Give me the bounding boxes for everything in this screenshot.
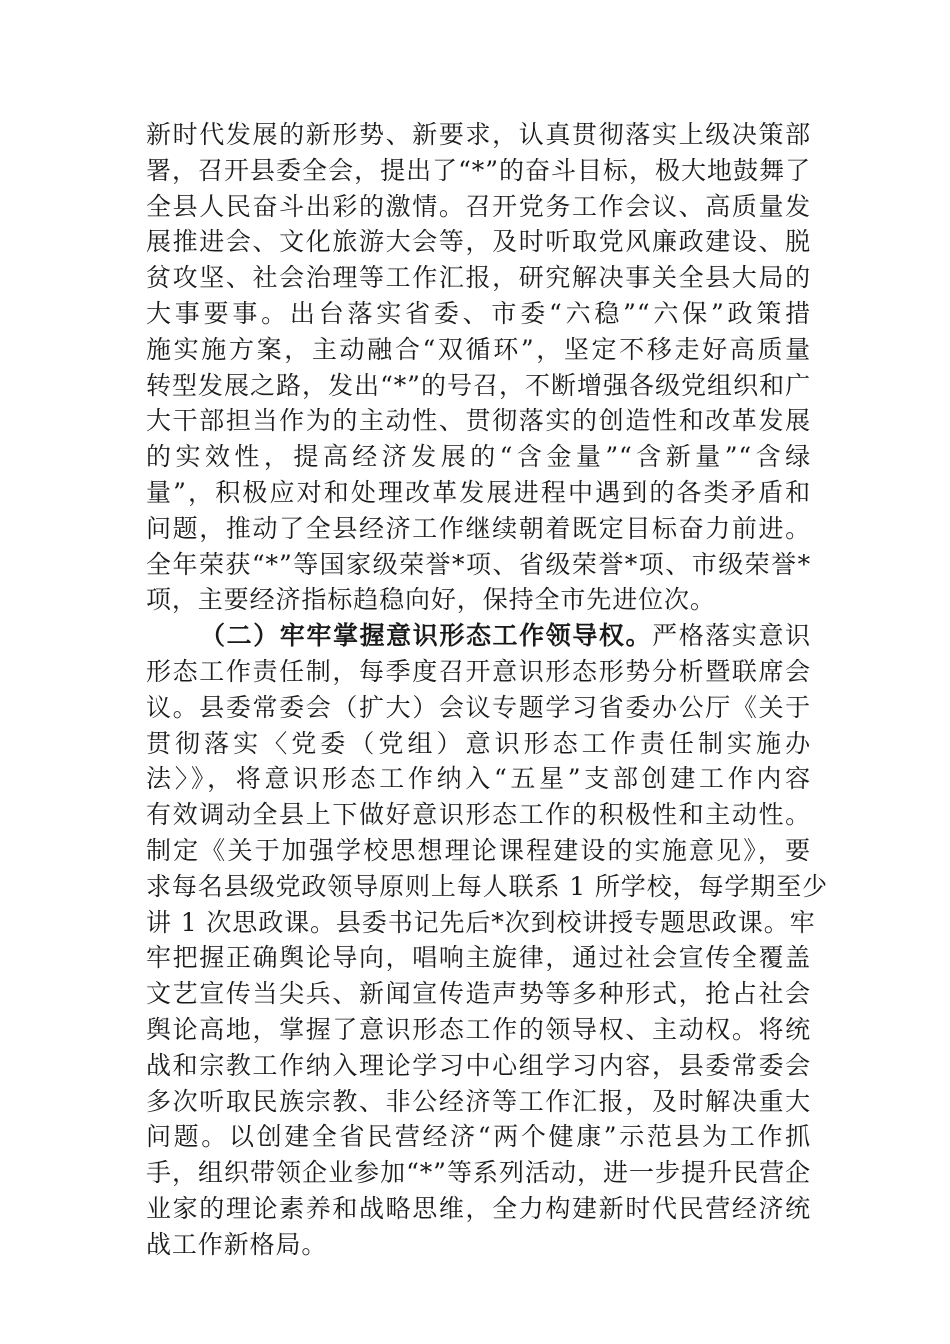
- document-body: [146, 117, 829, 1263]
- text-line: 大事要事。出台落实省委、市委“六稳”“六保”政策措: [146, 298, 811, 328]
- text-line: 多次听取民族宗教、非公经济等工作汇报，及时解决重大: [146, 1086, 811, 1116]
- text-line: 新时代发展的新形势、新要求，认真贯彻落实上级决策部: [146, 120, 811, 149]
- text-line: 的实效性，提高经济发展的“含金量”“含新量”“含绿: [146, 442, 811, 472]
- paragraph-1: [146, 117, 811, 618]
- text-line: 全县人民奋斗出彩的激情。召开党务工作会议、高质量发: [146, 191, 811, 221]
- text-line: 贫攻坚、社会治理等工作汇报，研究解决事关全县大局的: [146, 263, 811, 293]
- text-line: 形态工作责任制，每季度召开意识形态形势分析暨联席会: [146, 656, 811, 686]
- text-line: 议。县委常委会（扩大）会议专题学习省委办公厅《关于: [146, 692, 811, 722]
- text-line: 战工作新格局。: [146, 1229, 328, 1259]
- text-line: 项，主要经济指标趋稳向好，保持全市先进位次。: [146, 585, 716, 615]
- text-line: 制定《关于加强学校思想理论课程建设的实施意见》，要: [146, 835, 811, 865]
- text-line: 展推进会、文化旅游大会等，及时听取党风廉政建设、脱: [146, 227, 811, 257]
- text-line: 求每名县级党政领导原则上每人联系 1 所学校，每学期至少: [146, 871, 829, 901]
- paragraph-first-line: [146, 618, 811, 654]
- heading-line-rest: 严格落实意识: [652, 621, 811, 651]
- text-line: 有效调动全县上下做好意识形态工作的积极性和主动性。: [146, 800, 811, 830]
- text-line: 全年荣获“*”等国家级荣誉*项、省级荣誉*项、市级荣誉*: [146, 549, 811, 579]
- text-line: 舆论高地，掌握了意识形态工作的领导权、主动权。将统: [146, 1014, 811, 1044]
- text-line: 问题。以创建全省民营经济“两个健康”示范县为工作抓: [146, 1122, 811, 1152]
- text-line: 贯彻落实〈党委（党组）意识形态工作责任制实施办: [146, 728, 811, 758]
- text-line: 施实施方案，主动融合“双循环”，坚定不移走好高质量: [146, 334, 811, 364]
- section-heading: （二）牢牢掌握意识形态工作领导权。: [200, 621, 653, 651]
- text-line: 大干部担当作为的主动性、贯彻落实的创造性和改革发展: [146, 406, 811, 436]
- text-line: 牢把握正确舆论导向，唱响主旋律，通过社会宣传全覆盖: [146, 943, 811, 973]
- text-line: 手，组织带领企业参加“*”等系列活动，进一步提升民营企: [146, 1158, 811, 1188]
- text-line: 战和宗教工作纳入理论学习中心组学习内容，县委常委会: [146, 1050, 811, 1080]
- text-line: 文艺宣传当尖兵、新闻宣传造声势等多种形式，抢占社会: [146, 979, 811, 1009]
- text-line: 法〉》，将意识形态工作纳入“五星”支部创建工作内容: [146, 764, 811, 794]
- text-line: 问题，推动了全县经济工作继续朝着既定目标奋力前进。: [146, 513, 811, 543]
- text-line: 讲 1 次思政课。县委书记先后*次到校讲授专题思政课。牢: [146, 907, 816, 937]
- text-line: 业家的理论素养和战略思维，全力构建新时代民营经济统: [146, 1193, 811, 1223]
- text-line: 量”，积极应对和处理改革发展进程中遇到的各类矛盾和: [146, 477, 811, 507]
- text-line: 署，召开县委全会，提出了“*”的奋斗目标，极大地鼓舞了: [146, 155, 811, 185]
- text-line: 转型发展之路，发出“*”的号召，不断增强各级党组织和广: [146, 370, 811, 400]
- paragraph-2: [146, 618, 829, 1262]
